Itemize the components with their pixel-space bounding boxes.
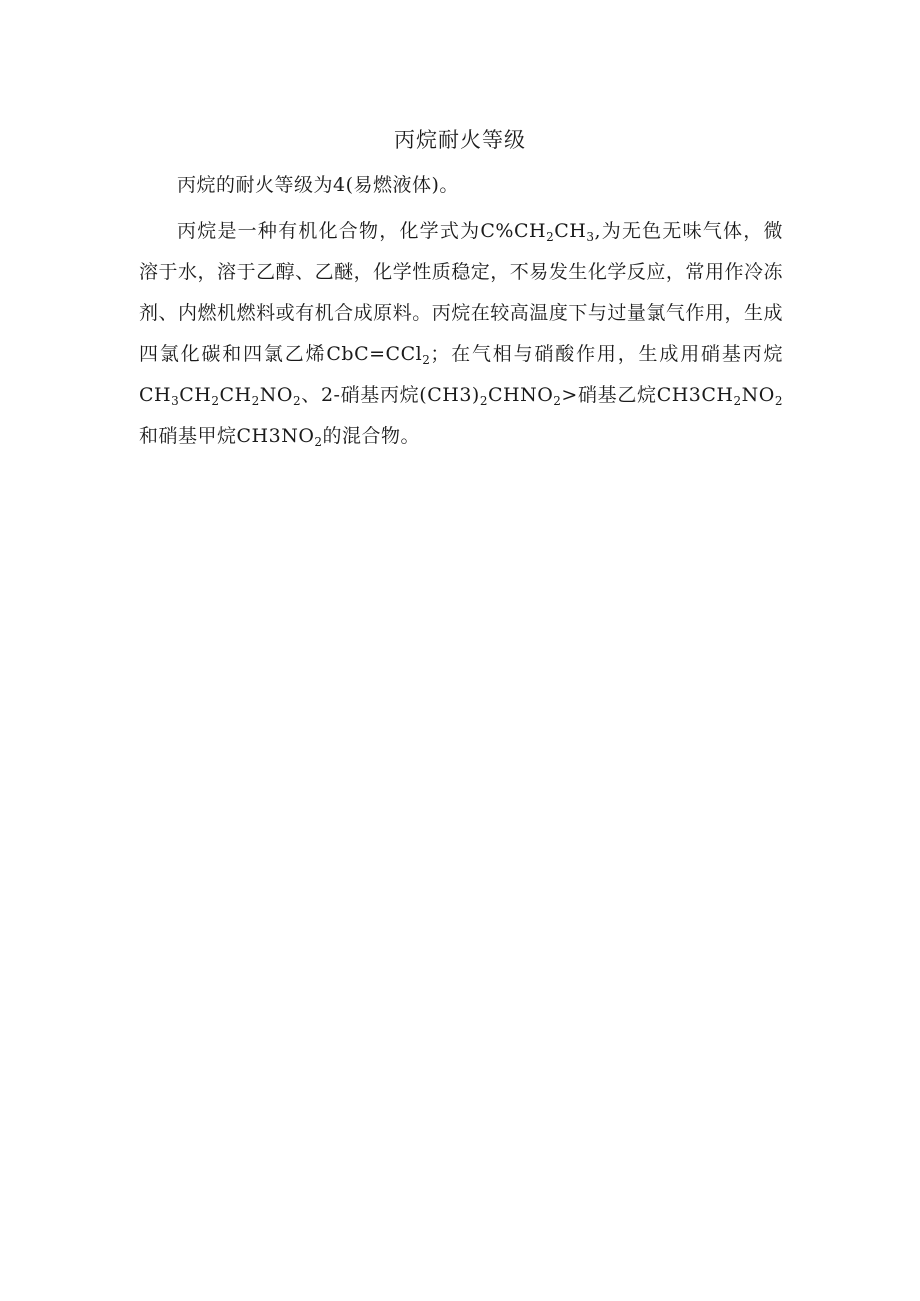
text-run: ,为无色无味气体，微溶于水，溶于乙醇、乙醚，化学性质稳定，不易发生化学反应，常用作冷冻剂、内燃机燃料或有机合成原料。丙烷在较高温度下与过量氯气作用，生成四氯化碳和四氯乙烯CbC=CCl — [139, 220, 784, 365]
subscript: 2 — [422, 353, 431, 367]
text-run: CH — [179, 384, 212, 406]
subscript: 2 — [292, 394, 302, 408]
subscript: 2 — [211, 394, 220, 408]
subscript: 2 — [774, 394, 783, 408]
subscript: 2 — [733, 394, 742, 408]
text-run: CHNO — [487, 384, 554, 406]
paragraph-fire-rating: 丙烷的耐火等级为4(易燃液体)。 — [177, 174, 459, 196]
text-run: NO — [741, 384, 775, 406]
subscript: 2 — [479, 394, 488, 408]
subscript: 2 — [546, 230, 555, 244]
subscript: 2 — [314, 435, 323, 449]
text-run: 、2-硝基丙烷(CH3) — [301, 384, 480, 406]
text-run: 丙烷是一种有机化合物，化学式为C%CH — [177, 220, 547, 242]
subscript: 2 — [553, 394, 562, 408]
text-run: ；在气相与硝酸作用，生成用硝基丙烷CH — [139, 343, 783, 406]
subscript: 2 — [251, 394, 260, 408]
subscript: 3 — [586, 230, 595, 244]
text-run: >硝基乙烷CH3CH — [561, 384, 734, 406]
subscript: 3 — [171, 394, 180, 408]
text-run: NO — [259, 384, 293, 406]
paragraph-propane-description — [139, 211, 783, 457]
text-run: 的混合物。 — [322, 425, 421, 447]
document-title: 丙烷耐火等级 — [394, 128, 526, 152]
text-run: 和硝基甲烷CH3NO — [139, 425, 315, 447]
text-run: CH — [554, 220, 587, 242]
text-run: CH — [219, 384, 252, 406]
